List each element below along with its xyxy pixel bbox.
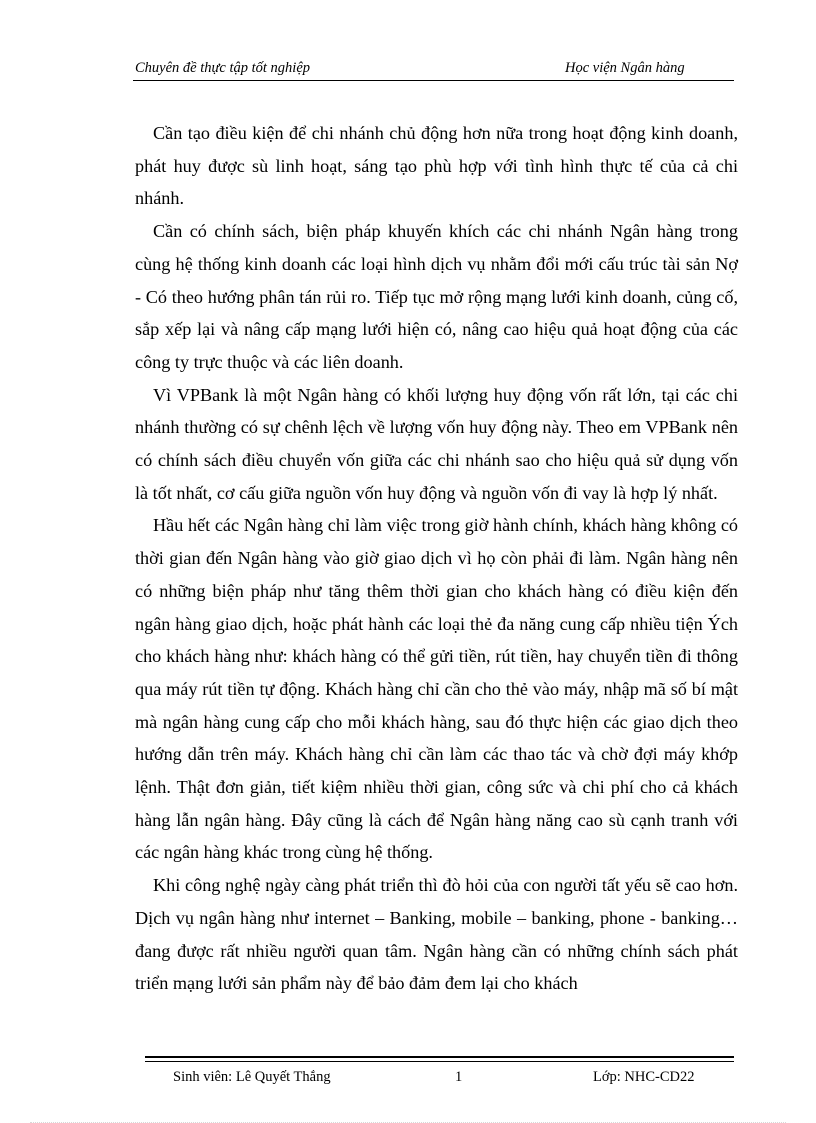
document-body [135,117,738,1000]
page-number: 1 [455,1069,463,1085]
paragraph: Cần tạo điều kiện để chi nhánh chủ động hơn nữa trong hoạt động kinh doanh, phát huy được sù linh hoạt, sáng tạo phù hợp với tình hình thực tế của cả chi nhánh. [135,123,738,209]
header-left-text: Chuyên đề thực tập tốt nghiệp [135,60,311,76]
paragraph: Hầu hết các Ngân hàng chỉ làm việc trong giờ hành chính, khách hàng không có thời gian đến Ngân hàng vào giờ giao dịch vì họ còn phải đi làm. Ngân hàng nên có những biện pháp như tăng thêm thời gian cho khách hàng có điều kiện đến ngân hàng giao dịch, hoặc phát hành các loại thẻ đa năng cung cấp nhiều tiện Ých cho khách hàng như: khách hàng có thể gửi tiền, rút tiền, hay chuyển tiền đi thông qua máy rút tiền tự động. Khách hàng chỉ cần cho thẻ vào máy, nhập mã số bí mật mà ngân hàng cung cấp cho mỗi khách hàng, sau đó thực hiện các giao dịch theo hướng dẫn trên máy. Khách hàng chỉ cần làm các thao tác và chờ đợi máy khớp lệnh. Thật đơn giản, tiết kiệm nhiều thời gian, công sức và chi phí cho cả khách hàng lẫn ngân hàng. Đây cũng là cách để Ngân hàng năng cao sù cạnh tranh với các ngân hàng khác trong cùng hệ thống. [135,515,738,863]
header-right-text: Học viện Ngân hàng [565,60,685,76]
footer-class: Lớp: NHC-CD22 [593,1069,695,1085]
footer-student-name: Sinh viên: Lê Quyết Thắng [173,1069,331,1085]
footer-divider-thick [145,1056,734,1058]
paragraph: Khi công nghệ ngày càng phát triển thì đò hỏi của con người tất yếu sẽ cao hơn. Dịch vụ ngân hàng như internet – Banking, mobile – banking, phone - banking… đang được rất nhiều người quan tâm. Ngân hàng cần có những chính sách phát triển mạng lưới sản phẩm này để bảo đảm đem lại cho khách [135,875,738,994]
footer-divider-thin [145,1061,734,1062]
page-header [133,58,734,81]
paragraph: Vì VPBank là một Ngân hàng có khối lượng huy động vốn rất lớn, tại các chi nhánh thường có sự chênh lệch về lượng vốn huy động này. Theo em VPBank nên có chính sách điều chuyển vốn giữa các chi nhánh sao cho hiệu quả sử dụng vốn là tốt nhất, cơ cấu giữa nguồn vốn huy động và nguồn vốn đi vay là hợp lý nhất. [135,384,738,503]
paragraph: Cần có chính sách, biện pháp khuyến khích các chi nhánh Ngân hàng trong cùng hệ thống kinh doanh các loại hình dịch vụ nhằm đổi mới cấu trúc tài sản Nợ - Có theo hướng phân tán rủi ro. Tiếp tục mở rộng mạng lưới kinh doanh, củng cố, sắp xếp lại và nâng cấp mạng lưới hiện có, nâng cao hiệu quả hoạt động của các công ty trực thuộc và các liên doanh. [135,221,738,372]
